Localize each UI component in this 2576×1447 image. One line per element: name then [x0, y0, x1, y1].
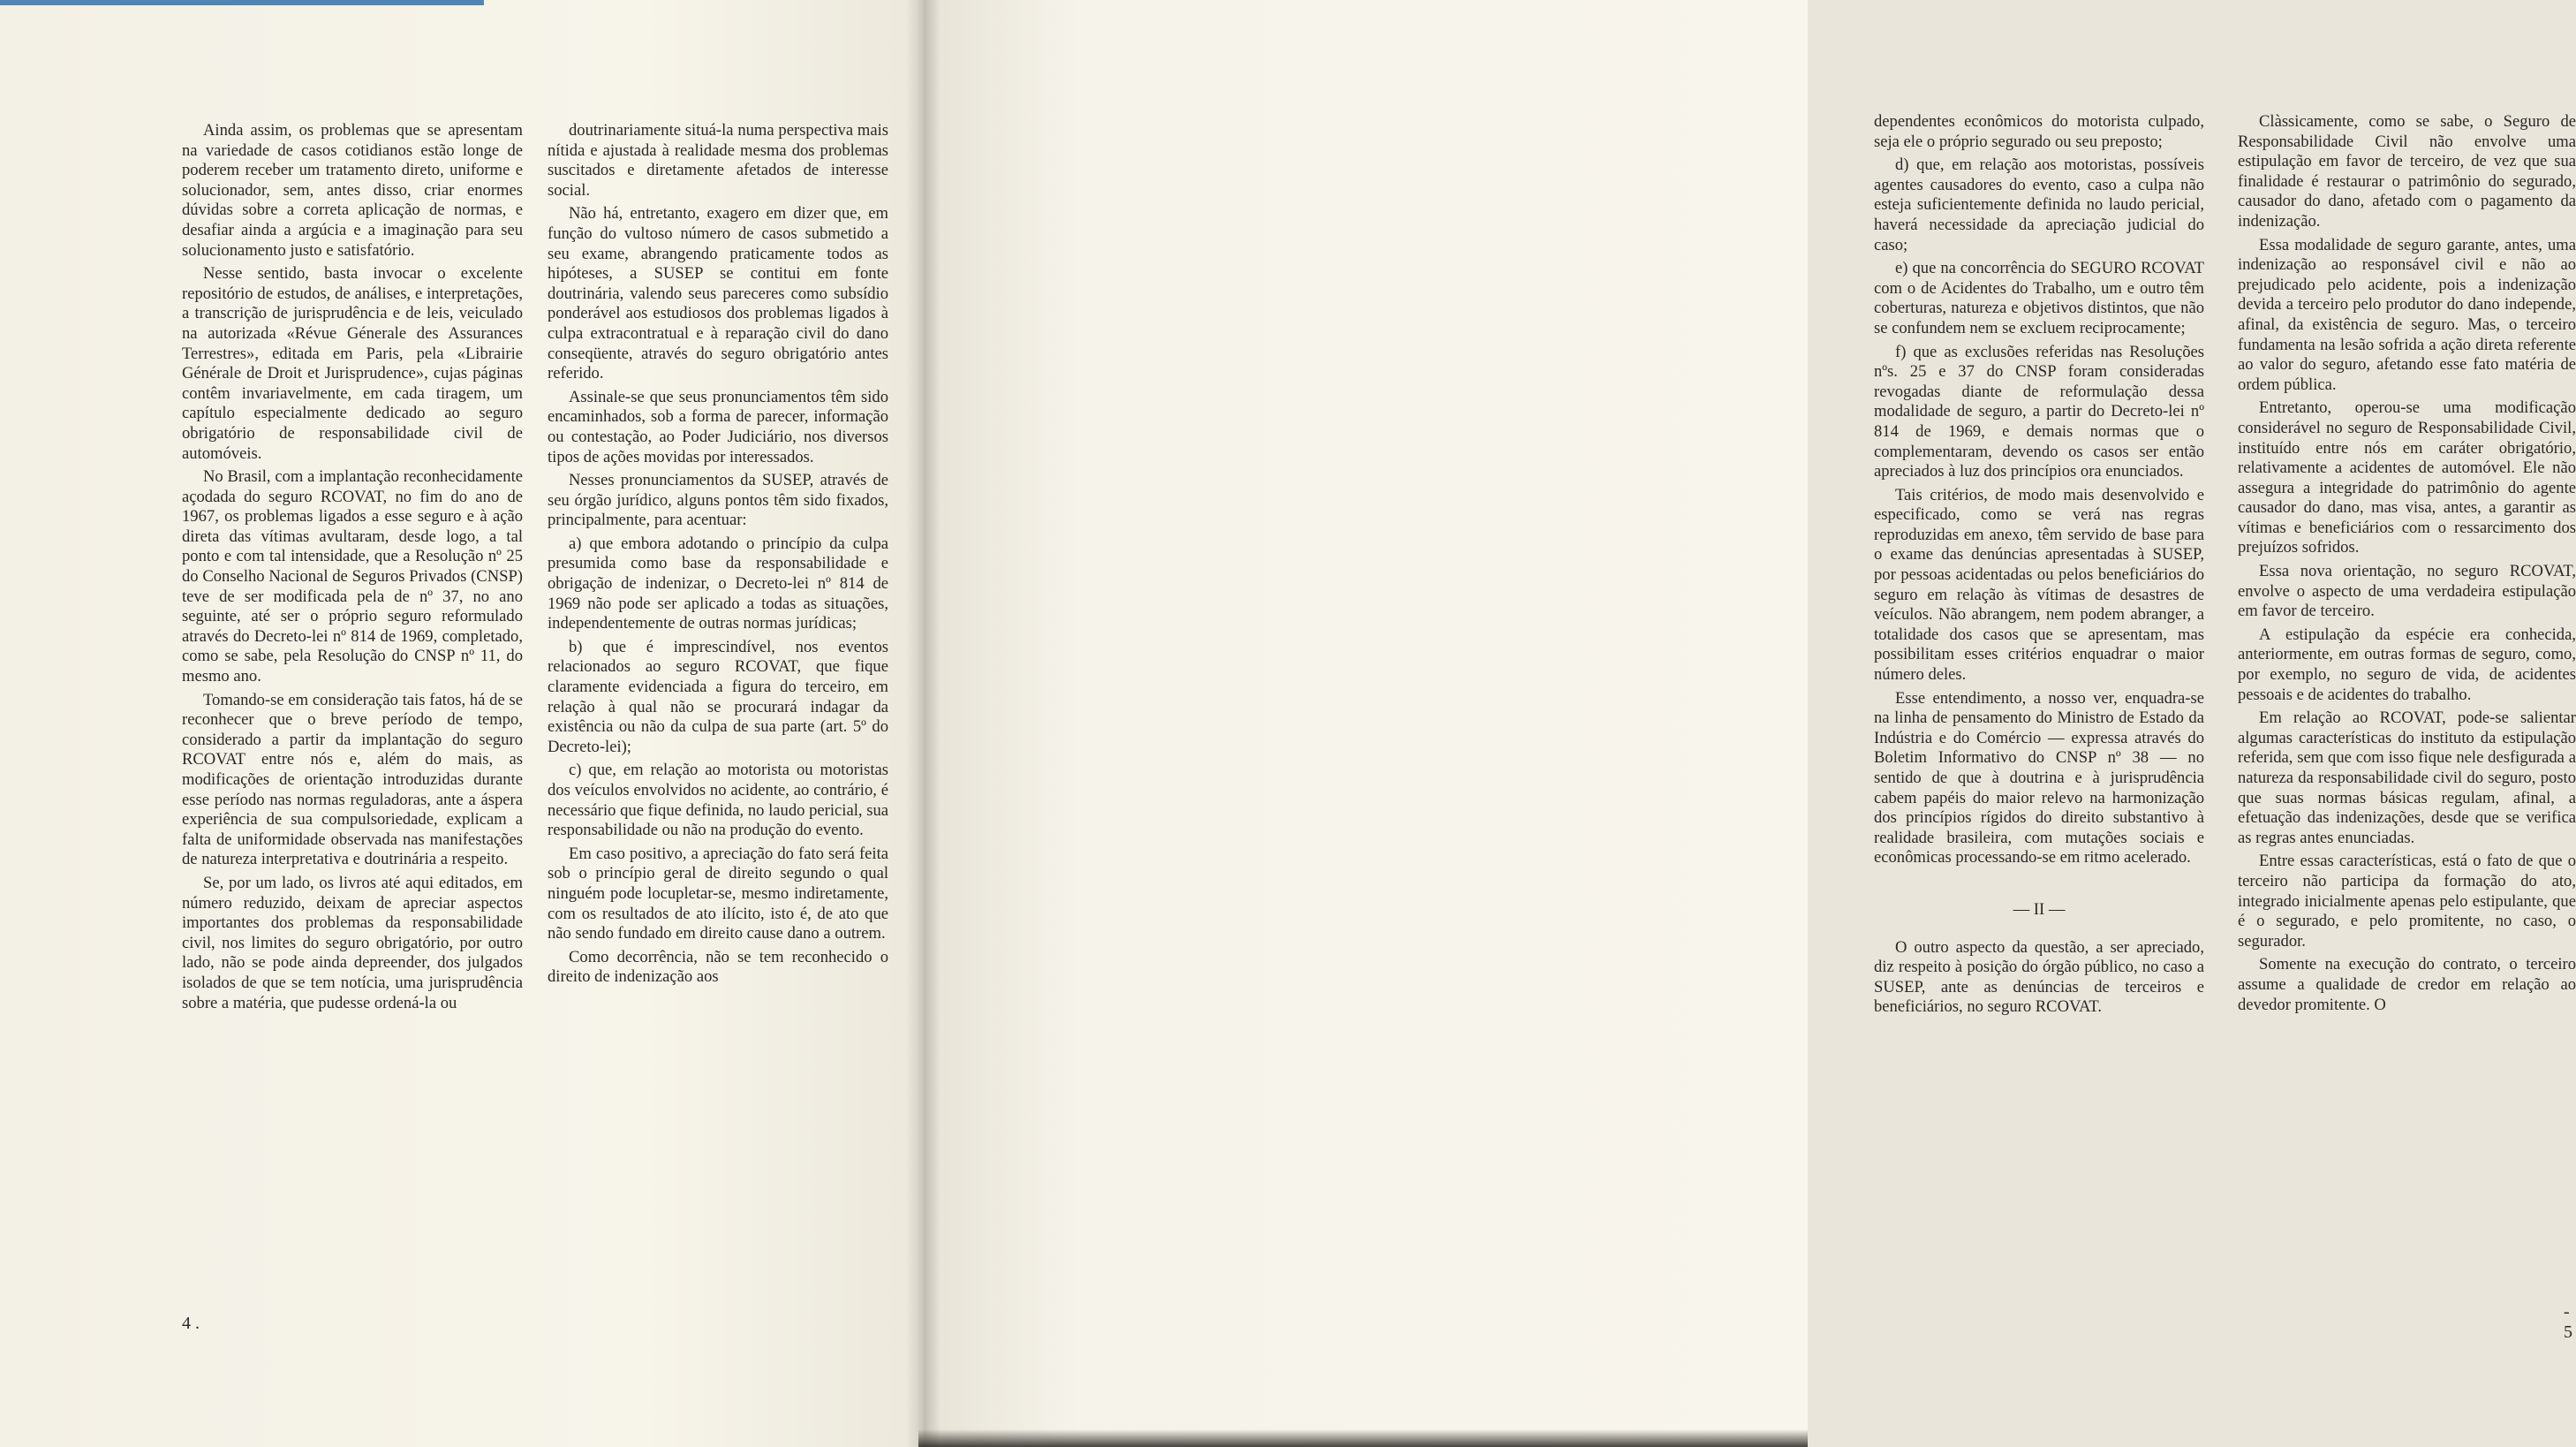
paragraph: Somente na execução do contrato, o terceiro assume a qualidade de credor em relação ao devedor promitente. O	[2238, 955, 2576, 1014]
left-page	[0, 0, 921, 1447]
left-page-column-1	[182, 121, 523, 1017]
page-bottom-edge-shadow	[918, 1429, 1808, 1447]
paragraph: Esse entendimento, a nosso ver, enquadra-se na linha de pensamento do Ministro de Estado da Indústria e do Comércio — expressa através do Boletim Informativo do CNSP nº 38 — no sentido de que à doutrina e à jurisprudência cabem papéis do maior relevo na harmonização dos princípios rígidos do direito substantivo à realidade brasileira, com mutações sociais e econômicas processando-se em ritmo acelerado.	[1874, 688, 2204, 867]
paragraph: Como decorrência, não se tem reconhecido o direito de indenização aos	[548, 947, 888, 987]
book-spine-shadow	[905, 0, 941, 1447]
paragraph: Não há, entretanto, exagero em dizer que, em função do vultoso número de casos submetido a seu exame, abrangendo praticamente todos as hipóteses, a SUSEP se contitui em fonte doutrinária, valendo seus pareceres como subsídio ponderável aos estudiosos dos problemas ligados à culpa extracontratual e à reparação civil do dano conseqüente, através do seguro obrigatório antes referido.	[548, 204, 888, 383]
list-item: e) que na concorrência do SEGURO RCOVAT com o de Acidentes do Trabalho, um e outro têm coberturas, natureza e objetivos distintos, que não se confundem nem se excluem reciprocamente;	[1874, 259, 2204, 337]
cover-edge-strip	[0, 0, 484, 5]
page-number-right: - 5	[2564, 1302, 2572, 1342]
paragraph: Clàssicamente, como se sabe, o Seguro de Responsabilidade Civil não envolve uma estipulação em favor de terceiro, de vez que sua finalidade é restaurar o patrimônio do segurado, causador do dano, afetado com o pagamento da indenização.	[2238, 112, 2576, 231]
paragraph: Tomando-se em consideração tais fatos, há de se reconhecer que o breve período de tempo, considerado a partir da implantação do seguro RCOVAT entre nós e, além do mais, as modificações de orientação introduzidas durante esse período nas normas reguladoras, ante a áspera experiência de sua compulsoriedade, explicam a falta de uniformidade observada nas manifestações de natureza interpretativa e doutrinária a respeito.	[182, 690, 523, 869]
paragraph: Em relação ao RCOVAT, pode-se salientar algumas características do instituto da estipulação referida, sem que com isso fique nele desfigurada a natureza da responsabilidade civil do seguro, posto que suas normas básicas regulam, afinal, a efetuação das indenizações, desde que se verifica as regras antes enunciadas.	[2238, 708, 2576, 847]
paragraph: Ainda assim, os problemas que se apresentam na variedade de casos cotidianos estão longe de poderem receber um tratamento direto, uniforme e solucionador, sem, antes disso, criar enormes dúvidas sobre a correta aplicação de normas, e desafiar ainda a argúcia e a imaginação para seu solucionamento justo e satisfatório.	[182, 121, 523, 260]
paragraph: Essa nova orientação, no seguro RCOVAT, envolve o aspecto de uma verdadeira estipulação em favor de terceiro.	[2238, 562, 2576, 621]
right-page-column-2	[2238, 112, 2576, 1019]
paragraph: Essa modalidade de seguro garante, antes, uma indenização ao responsável civil e não ao prejudicado pelo acidente, pois a indenização devida a terceiro pelo produtor do dano independe, afinal, da existência de seguro. Mas, o terceiro fundamenta na lesão sofrida a ação direta referente ao valor do seguro, afetando esse fato matéria de ordem pública.	[2238, 235, 2576, 394]
paragraph: Nesse sentido, basta invocar o excelente repositório de estudos, de análises, e interpretações, a transcrição de jurisprudência e de leis, veiculado na autorizada «Révue Génerale des Assurances Terrestres», editada em Paris, pela «Librairie Générale de Droit et Jurisprudence», cujas páginas contêm invariavelmente, em cada tiragem, um capítulo especialmente dedicado ao seguro obrigatório de responsabilidade civil de automóveis.	[182, 264, 523, 463]
paragraph: dependentes econômicos do motorista culpado, seja ele o próprio segurado ou seu preposto;	[1874, 112, 2204, 151]
paragraph: Se, por um lado, os livros até aqui editados, em número reduzido, deixam de apreciar aspectos importantes dos problemas da responsabilidade civil, nos limites do seguro obrigatório, por outro lado, não se pode ainda depreender, dos julgados isolados de que se tem notícia, uma jurisprudência sobre a matéria, que pudesse ordená-la ou	[182, 873, 523, 1012]
paragraph: Entretanto, operou-se uma modificação considerável no seguro de Responsabilidade Civil, instituído entre nós em caráter obrigatório, relativamente a acidentes de automóvel. Ele não assegura a integridade do patrimônio do agente causador do dano, mas visa, antes, a garantir as vítimas e beneficiários com o ressarcimento dos prejuízos sofridos.	[2238, 398, 2576, 557]
list-item: a) que embora adotando o princípio da culpa presumida como base da responsabilidade e obrigação de indenizar, o Decreto-lei nº 814 de 1969 não pode ser aplicado a todas as situações, independentemente de outras normas jurídicas;	[548, 534, 888, 633]
paragraph: doutrinariamente situá-la numa perspectiva mais nítida e ajustada à realidade mesma dos problemas suscitados e diretamente afetados de interesse social.	[548, 121, 888, 200]
paragraph: O outro aspecto da questão, a ser apreciado, diz respeito à posição do órgão público, no caso a SUSEP, ante as denúncias de terceiros e beneficiários, no seguro RCOVAT.	[1874, 937, 2204, 1017]
list-item: c) que, em relação ao motorista ou motoristas dos veículos envolvidos no acidente, ao contrário, é necessário que fique definida, no laudo pericial, sua responsabilidade ou não na produção do evento.	[548, 761, 888, 840]
paragraph: Entre essas características, está o fato de que o terceiro não participa da formação do ato, integrado inicialmente apenas pelo estipulante, que é o segurado, e pelo promitente, no caso, o segurador.	[2238, 852, 2576, 951]
paragraph: No Brasil, com a implantação reconhecidamente açodada do seguro RCOVAT, no fim do ano de 1967, os problemas ligados a esse seguro e à ação direta das vítimas avultaram, desde logo, a tal ponto e com tal intensidade, que a Resolução nº 25 do Conselho Nacional de Seguros Privados (CNSP) teve de ser modificada pela de nº 37, no ano seguinte, até ser o próprio seguro reformulado através do Decreto-lei nº 814 de 1969, completado, como se sabe, pela Resolução do CNSP nº 11, do mesmo ano.	[182, 467, 523, 686]
paragraph: Em caso positivo, a apreciação do fato será feita sob o princípio geral de direito segundo o qual ninguém pode locupletar-se, mesmo indiretamente, com os resultados de ato ilícito, isto é, de ato que não sendo fundado em direito cause dano a outrem.	[548, 844, 888, 943]
paragraph: Nesses pronunciamentos da SUSEP, através de seu órgão jurídico, alguns pontos têm sido fixados, principalmente, para acentuar:	[548, 471, 888, 530]
list-item: b) que é imprescindível, nos eventos relacionados ao seguro RCOVAT, que fique claramente evidenciada a figura do terceiro, em relação à qual não se procurará indagar da existência ou não da culpa de sua parte (art. 5º do Decreto-lei);	[548, 637, 888, 756]
paragraph: A estipulação da espécie era conhecida, anteriormente, em outras formas de seguro, como, por exemplo, no seguro de vida, de acidentes pessoais e de acidentes do trabalho.	[2238, 625, 2576, 704]
paragraph: Assinale-se que seus pronunciamentos têm sido encaminhados, sob a forma de parecer, informação ou contestação, ao Poder Judiciário, nos diversos tipos de ações movidas por interessados.	[548, 387, 888, 466]
page-number-left: 4 .	[182, 1314, 200, 1333]
left-page-column-2	[548, 121, 888, 991]
right-page	[918, 0, 2576, 1447]
section-heading: — II —	[2013, 899, 2066, 919]
list-item: f) que as exclusões referidas nas Resoluções nºs. 25 e 37 do CNSP foram consideradas revogadas diante de reformulação dessa modalidade de seguro, a partir do Decreto-lei nº 814 de 1969, e demais normas que o complementaram, devendo os casos ser então apreciados à luz dos princípios ora enunciados.	[1874, 342, 2204, 481]
right-page-column-1	[1874, 112, 2204, 1021]
paragraph: Tais critérios, de modo mais desenvolvido e especificado, como se verá nas regras reproduzidas em anexo, têm servido de base para o exame das denúncias apresentadas à SUSEP, por pessoas acidentadas ou pelos beneficiários do seguro em relação às vítimas de desastres de veículos. Não abrangem, nem podem abranger, a totalidade dos casos que se apresentam, mas possibilitam esses critérios enquadrar o maior número deles.	[1874, 485, 2204, 685]
list-item: d) que, em relação aos motoristas, possíveis agentes causadores do evento, caso a culpa não esteja suficientemente definida no laudo pericial, haverá necessidade da apreciação judicial do caso;	[1874, 155, 2204, 254]
